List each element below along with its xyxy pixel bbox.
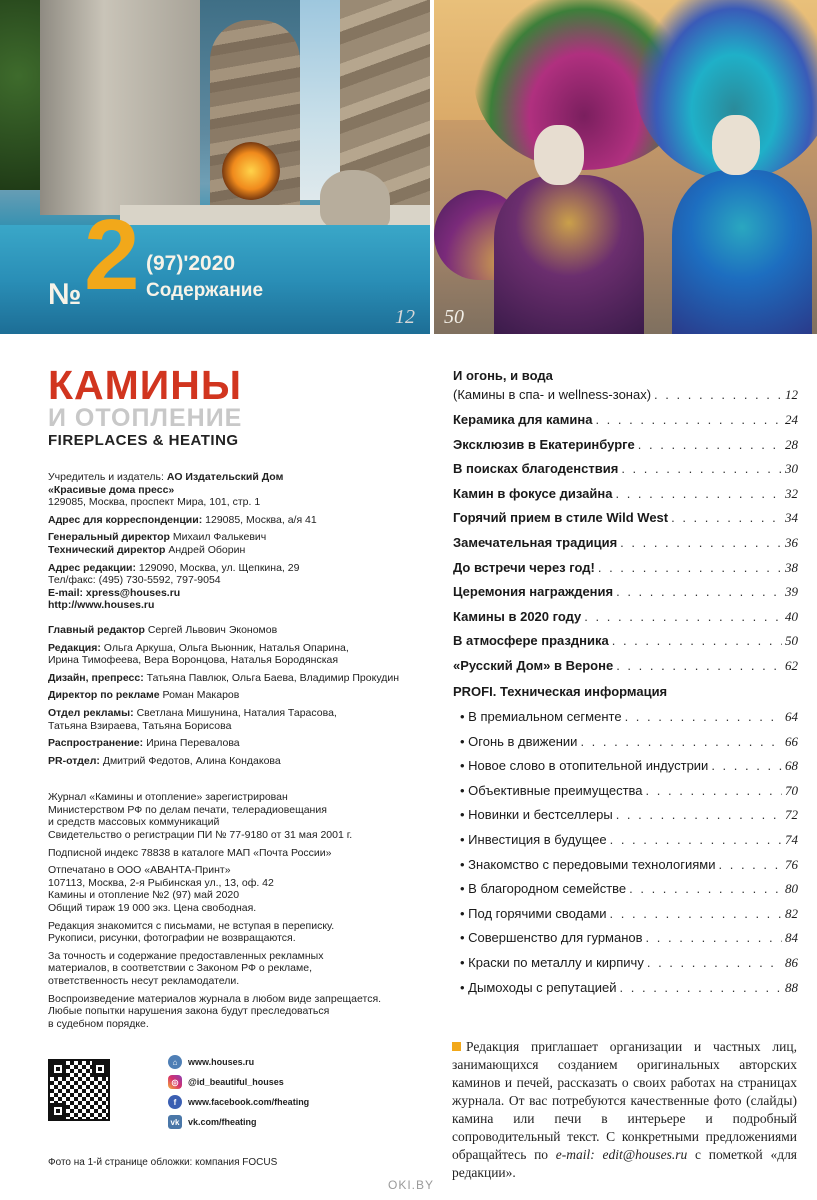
leader-dots (610, 832, 782, 847)
toc-item[interactable] (453, 486, 798, 502)
profi-section-title[interactable]: PROFI. Техническая информация (453, 684, 668, 699)
copyright-line-1: Воспроизведение материалов журнала в любом виде запрещается. (48, 992, 382, 1005)
facebook-link[interactable]: f www.facebook.com/fheating (168, 1094, 309, 1110)
vk-icon: vk (168, 1115, 182, 1129)
cover-photo-credit: Фото на 1-й странице обложки: компания FOCUS (48, 1157, 278, 1168)
profi-item[interactable] (453, 709, 798, 725)
leader-dots (598, 560, 782, 575)
profi-item-title: • В премиальном сегменте (460, 709, 622, 724)
copyright-line-3: в судебном порядке. (48, 1017, 149, 1030)
toc-item-page: 62 (785, 658, 798, 673)
photo-page-ref-left: 12 (395, 306, 415, 328)
leader-dots (647, 955, 782, 970)
toc-item[interactable] (453, 535, 798, 551)
printing-line-2: 107113, Москва, 2-я Рыбинская ул., 13, оф. 42 (48, 876, 274, 889)
printing-line-3: Камины и отопление №2 (97) май 2020 (48, 889, 240, 902)
profi-item-page: 88 (785, 979, 798, 995)
editors-line: Редакция: Ольга Аркуша, Ольга Вьюнник, Наталья Опарина, (48, 641, 349, 654)
email-line[interactable]: E-mail: xpress@houses.ru (48, 586, 181, 599)
profi-item-title: • Совершенство для гурманов (460, 930, 643, 945)
imprint (48, 471, 428, 1030)
profi-item-title: • В благородном семействе (460, 881, 626, 896)
round-fireplace-image (222, 142, 280, 200)
registration-line-4: Свидетельство о регистрации ПИ № 77-9180 от 31 мая 2001 г. (48, 829, 353, 842)
profi-item-page: 70 (785, 782, 798, 798)
chief-editor-line: Главный редактор Сергей Львович Экономов (48, 623, 278, 636)
leader-dots (595, 412, 782, 427)
cover-photo-carnival (434, 0, 817, 334)
leader-dots (584, 609, 782, 624)
toc-item-page: 28 (785, 436, 798, 452)
toc-item-title: Керамика для камина (453, 412, 593, 427)
profi-item-title: • Огонь в движении (460, 734, 577, 749)
toc-item[interactable] (453, 560, 798, 576)
pr-line: PR-отдел: Дмитрий Федотов, Алина Кондакова (48, 754, 281, 767)
instagram-link[interactable]: ◎ @id_beautiful_houses (168, 1074, 284, 1090)
profi-item[interactable] (453, 881, 798, 897)
leader-dots (629, 881, 782, 896)
leader-dots (621, 461, 782, 476)
toc-item[interactable] (453, 461, 798, 477)
profi-item[interactable] (453, 783, 798, 799)
toc-item-title: Замечательная традиция (453, 535, 618, 550)
leader-dots (620, 535, 782, 550)
ad-department-line: Отдел рекламы: Светлана Мишунина, Наталия Тарасова, (48, 706, 337, 719)
toc-item[interactable] (453, 584, 798, 600)
issue-number: 2 (84, 199, 140, 311)
leader-dots (612, 633, 782, 648)
profi-item[interactable] (453, 758, 798, 774)
editorial-address-line: Адрес редакции: 129090, Москва, ул. Щепкина, 29 (48, 561, 300, 574)
qr-code-icon[interactable] (48, 1059, 110, 1121)
issue-symbol: № (48, 278, 82, 311)
leader-dots (616, 658, 782, 673)
toc-item-page: 39 (785, 584, 798, 600)
toc-item-title: Горячий прием в стиле Wild West (453, 510, 669, 526)
distribution-line: Распространение: Ирина Перевалова (48, 737, 240, 750)
toc-item[interactable] (453, 437, 798, 453)
vk-link[interactable]: vk vk.com/fheating (168, 1114, 257, 1130)
leader-dots (638, 437, 782, 452)
toc-item-title: Церемония награждения (453, 584, 614, 600)
letters-line-2: Рукописи, рисунки, фотографии не возвращаются. (48, 932, 296, 945)
toc-item-title: В поисках благоденствия (453, 461, 619, 477)
invitation-text-end: с пометкой «для редакции». (452, 1147, 798, 1180)
profi-item-title: • Краски по металлу и кирпичу (460, 955, 644, 970)
printing-line-4: Общий тираж 19 000 экз. Цена свободная. (48, 902, 257, 915)
building-image (40, 0, 200, 215)
profi-item[interactable] (453, 906, 798, 922)
leader-dots (711, 758, 782, 773)
leader-dots (719, 857, 782, 872)
profi-item-title: • Объективные преимущества (460, 783, 643, 798)
publisher-address: 129085, Москва, проспект Мира, 101, стр. 1 (48, 496, 261, 509)
logo-subtitle: И ОТОПЛЕНИЕ (48, 404, 243, 432)
technical-director-line: Технический директор Андрей Оборин (48, 543, 246, 556)
issue-year: (97)'2020 (146, 252, 236, 275)
profi-item-title: • Новинки и бестселлеры (460, 807, 613, 822)
facebook-icon: f (168, 1095, 182, 1109)
profi-item-title: • Знакомство с передовыми технологиями (460, 857, 716, 872)
editors-line-2: Ирина Тимофеева, Вера Воронцова, Наталья Бородянская (48, 654, 339, 667)
leader-dots (646, 930, 782, 945)
profi-item-title: • Дымоходы с репутацией (460, 980, 617, 995)
toc-item[interactable] (453, 510, 798, 526)
registration-line-2: Министерством РФ по делам печати, телерадиовещания (48, 803, 327, 816)
profi-item-title: • Новое слово в отопительной индустрии (460, 758, 708, 773)
profi-item-page: 72 (785, 807, 798, 823)
toc-item-title: В атмосфере праздника (453, 633, 609, 649)
registration-line-1: Журнал «Камины и отопление» зарегистрирован (48, 791, 288, 804)
publisher-line: Учредитель и издатель: АО Издательский Дом (48, 471, 284, 483)
publisher-name-line: «Красивые дома пресс» (48, 483, 175, 496)
toc-item-page: 38 (785, 559, 798, 575)
leader-dots (610, 906, 782, 921)
profi-item-title: • Инвестиция в будущее (460, 832, 607, 847)
contents-label: Содержание (146, 280, 264, 301)
toc-item-page: 12 (785, 387, 798, 402)
toc-item-page: 24 (785, 412, 798, 427)
invitation-text: Редакция приглашает организации и частных лиц, занимающихся созданием оригинальных авторских каминов и печей, рассказать о своих работах на страницах журнала. От вас потребуются качественные фото (слайды) камина или печи в интерьере и подробный сопроводительный текст. С конкретными предложениями обращайтесь по (452, 1039, 797, 1162)
leader-dots (646, 783, 782, 798)
leader-dots (616, 584, 782, 599)
registration-line-3: и средств массовых коммуникаций (48, 816, 220, 829)
costume-left-image (494, 175, 644, 334)
toc-item[interactable] (453, 609, 798, 625)
profi-item-page: 82 (785, 905, 798, 921)
editorial-invitation (452, 1038, 797, 1182)
copyright-line-2: Любые попытки нарушения закона будут преследоваться (48, 1005, 330, 1018)
magazine-logo (48, 362, 243, 449)
ads-line-2: материалов, в соответствии с Законом РФ о рекламе, (48, 962, 312, 975)
rock-image (320, 170, 390, 230)
leader-dots (580, 734, 782, 749)
toc-item-page: 36 (785, 535, 798, 550)
leader-dots (625, 709, 782, 724)
watermark: OKI.BY (388, 1178, 435, 1192)
toc-item-page: 30 (785, 461, 798, 477)
profi-item[interactable] (453, 807, 798, 823)
profi-item-page: 68 (785, 758, 798, 774)
profi-item[interactable] (453, 980, 798, 996)
photo-page-ref-right: 50 (444, 306, 464, 328)
profi-item-page: 74 (785, 832, 798, 847)
ads-line-3: ответственность несут рекламодатели. (48, 975, 240, 987)
mask-right-image (712, 115, 760, 175)
toc-item-title: Эксклюзив в Екатеринбурге (453, 436, 635, 452)
toc-item[interactable] (453, 658, 798, 674)
profi-item-page: 66 (785, 733, 798, 749)
orange-square-icon (452, 1042, 461, 1051)
toc-item-title: «Русский Дом» в Вероне (453, 658, 614, 673)
profi-item-page: 80 (785, 881, 798, 897)
toc-item-page: 32 (785, 485, 798, 501)
toc-item-title: Камины в 2020 году (453, 608, 582, 624)
profi-item-page: 84 (785, 930, 798, 946)
invitation-email[interactable]: e-mail: edit@houses.ru (555, 1147, 688, 1162)
profi-item-title: • Под горячими сводами (460, 906, 607, 921)
logo-english: FIREPLACES & HEATING (48, 432, 239, 449)
toc-first-title[interactable]: И огонь, и вода (453, 368, 553, 383)
printing-line-1: Отпечатано в ООО «АВАНТА-Принт» (48, 864, 231, 877)
toc-item[interactable] (453, 387, 798, 403)
home-icon: ⌂ (168, 1055, 182, 1069)
leader-dots (620, 980, 782, 995)
logo-title: КАМИНЫ (48, 362, 243, 408)
toc-item-title: (Камины в спа- и wellness-зонах) (453, 387, 652, 402)
toc-item-title: Камин в фокусе дизайна (453, 485, 613, 501)
leader-dots (616, 807, 782, 822)
toc-item[interactable] (453, 633, 798, 649)
profi-item-page: 76 (785, 856, 798, 872)
phone-line: Тел/факс: (495) 730-5592, 797-9054 (48, 574, 221, 587)
site-link[interactable]: ⌂ www.houses.ru (168, 1054, 254, 1070)
profi-item[interactable] (453, 955, 798, 971)
profi-item[interactable] (453, 832, 798, 848)
costume-right-image (672, 170, 812, 334)
cover-photo-fireplace-pool (0, 0, 430, 334)
toc-item[interactable] (453, 412, 798, 428)
design-line: Дизайн, препресс: Татьяна Павлюк, Ольга Баева, Владимир Прокудин (48, 671, 400, 684)
profi-item-page: 86 (785, 955, 798, 970)
social-links (48, 1054, 428, 1134)
letters-line-1: Редакция знакомится с письмами, не вступая в переписку. (48, 919, 335, 932)
toc-item-title: До встречи через год! (453, 559, 595, 575)
subscription-line: Подписной индекс 78838 в каталоге МАП «Почта России» (48, 846, 332, 859)
website-line[interactable]: http://www.houses.ru (48, 599, 155, 612)
profi-item[interactable] (453, 734, 798, 750)
toc-item-page: 34 (785, 510, 798, 526)
profi-item-page: 64 (785, 709, 798, 724)
toc-item-page: 50 (785, 633, 798, 649)
instagram-icon: ◎ (168, 1075, 182, 1089)
leader-dots (671, 510, 782, 525)
profi-item[interactable] (453, 857, 798, 873)
ad-department-line-2: Татьяна Взираева, Татьяна Борисова (48, 719, 232, 732)
profi-item[interactable] (453, 930, 798, 946)
ad-director-line: Директор по рекламе Роман Макаров (48, 689, 240, 702)
leader-dots (615, 486, 782, 501)
leader-dots (654, 387, 782, 402)
toc-item-page: 40 (785, 608, 798, 624)
mask-left-image (534, 125, 584, 185)
general-director-line: Генеральный директор Михаил Фалькевич (48, 531, 267, 544)
mail-address-line: Адрес для корреспонденции: 129085, Москва, а/я 41 (48, 513, 317, 526)
ads-line-1: За точность и содержание предоставленных рекламных (48, 949, 324, 962)
